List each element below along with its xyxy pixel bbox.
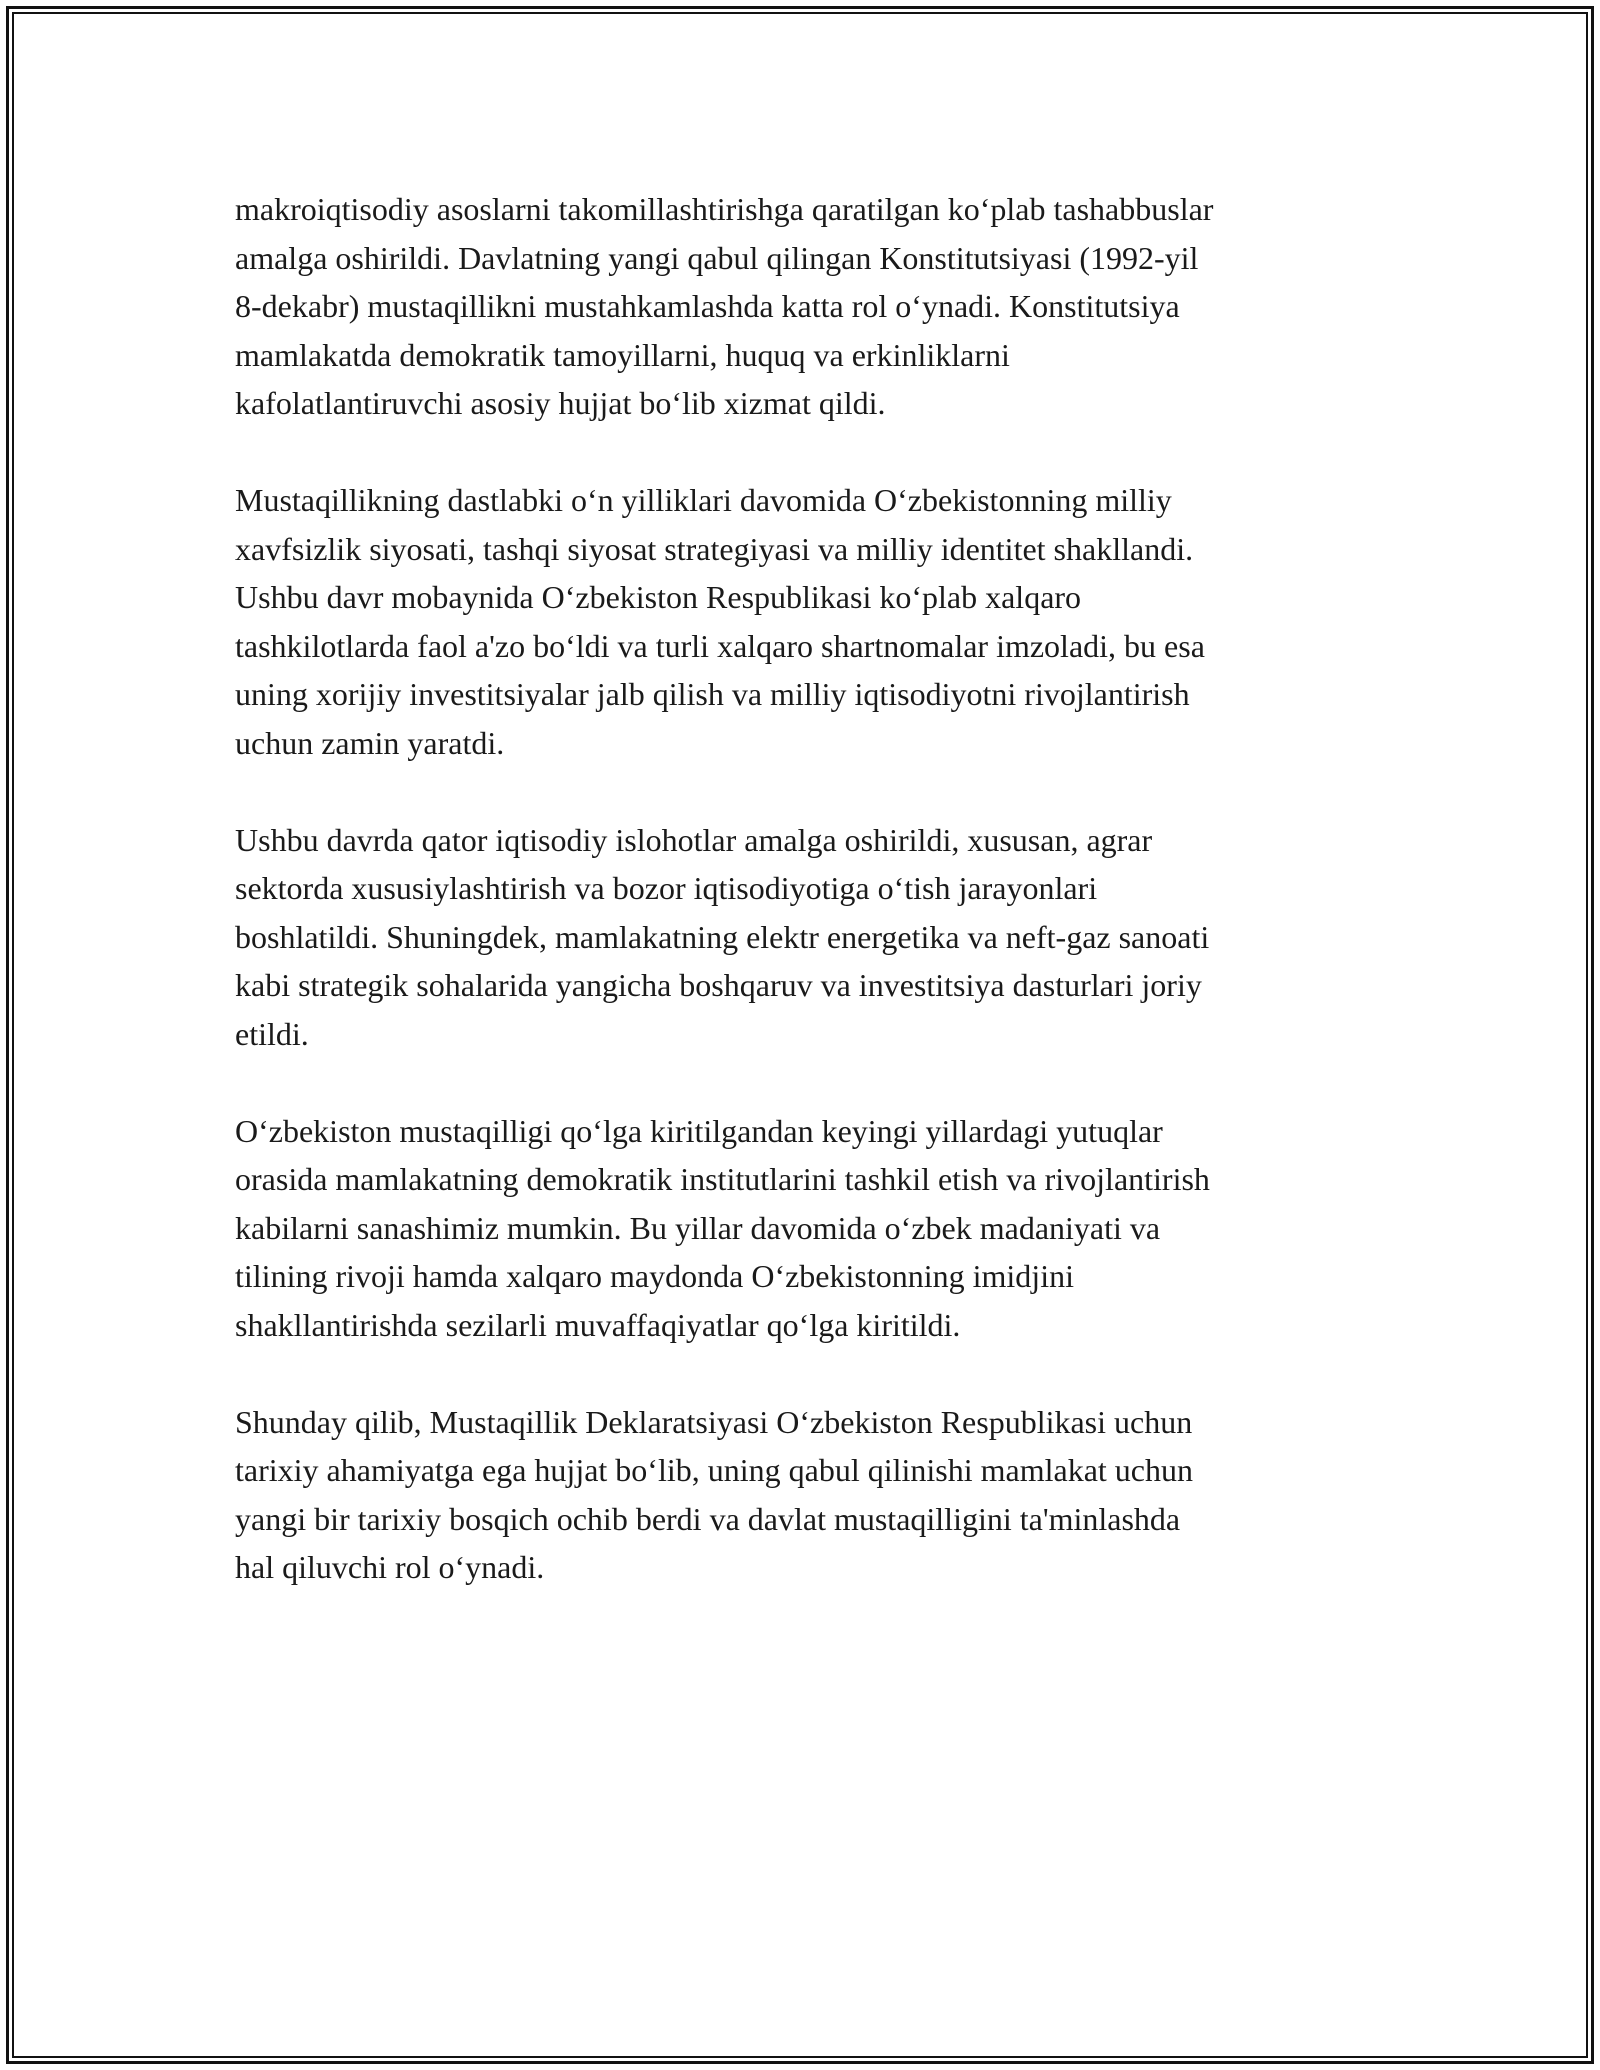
text-line: xavfsizlik siyosati, tashqi siyosat strategiyasi va milliy identitet shakllandi. — [235, 530, 1194, 567]
paragraph-1 — [235, 185, 1365, 428]
paragraph-2 — [235, 476, 1365, 767]
text-line: Oʻzbekiston mustaqilligi qoʻlga kiritilgandan keyingi yillardagi yutuqlar — [235, 1112, 1163, 1149]
paragraph-4 — [235, 1107, 1365, 1350]
text-line: Mustaqillikning dastlabki oʻn yilliklari davomida Oʻzbekistonning milliy — [235, 482, 1172, 518]
text-line: etildi. — [235, 1015, 309, 1052]
text-line: Shunday qilib, Mustaqillik Deklaratsiyasi Oʻzbekiston Respublikasi uchun — [235, 1403, 1193, 1440]
text-line: tilining rivoji hamda xalqaro maydonda Oʻzbekistonning imidjini — [235, 1258, 1074, 1294]
text-line: mamlakatda demokratik tamoyillarni, huquq va erkinliklarni — [235, 336, 1010, 373]
text-line: boshlatildi. Shuningdek, mamlakatning elektr energetika va neft-gaz sanoati — [235, 918, 1210, 955]
text-line: Ushbu davr mobaynida Oʻzbekiston Respublikasi koʻplab xalqaro — [235, 579, 1082, 615]
text-line: kabilarni sanashimiz mumkin. Bu yillar davomida oʻzbek madaniyati va — [235, 1209, 1161, 1246]
text-line: tashkilotlarda faol a'zo boʻldi va turli xalqaro shartnomalar imzoladi, bu esa — [235, 627, 1205, 664]
text-line: 8-dekabr) mustaqillikni mustahkamlashda katta rol oʻynadi. Konstitutsiya — [235, 288, 1180, 324]
paragraph-3 — [235, 816, 1365, 1059]
text-line: tarixiy ahamiyatga ega hujjat boʻlib, uning qabul qilinishi mamlakat uchun — [235, 1452, 1193, 1488]
text-line: makroiqtisodiy asoslarni takomillashtirishga qaratilgan koʻplab tashabbuslar — [235, 191, 1214, 227]
text-line: uning xorijiy investitsiyalar jalb qilish va milliy iqtisodiyotni rivojlantirish — [235, 676, 1190, 712]
text-line: uchun zamin yaratdi. — [235, 724, 505, 761]
text-line: amalga oshirildi. Davlatning yangi qabul qilingan Konstitutsiyasi (1992-yil — [235, 239, 1199, 276]
text-line: kafolatlantiruvchi asosiy hujjat boʻlib xizmat qildi. — [235, 385, 886, 421]
text-line: Ushbu davrda qator iqtisodiy islohotlar amalga oshirildi, xususan, agrar — [235, 821, 1153, 858]
text-line: kabi strategik sohalarida yangicha boshqaruv va investitsiya dasturlari joriy — [235, 967, 1202, 1003]
text-line: shakllantirishda sezilarli muvaffaqiyatlar qoʻlga kiritildi. — [235, 1306, 961, 1343]
document-body — [235, 185, 1365, 1640]
text-line: yangi bir tarixiy bosqich ochib berdi va davlat mustaqilligini ta'minlashda — [235, 1500, 1181, 1537]
text-line: orasida mamlakatning demokratik institutlarini tashkil etish va rivojlantirish — [235, 1161, 1210, 1197]
text-line: hal qiluvchi rol oʻynadi. — [235, 1549, 545, 1585]
text-line: sektorda xususiylashtirish va bozor iqtisodiyotiga oʻtish jarayonlari — [235, 870, 1098, 906]
paragraph-5 — [235, 1398, 1365, 1592]
